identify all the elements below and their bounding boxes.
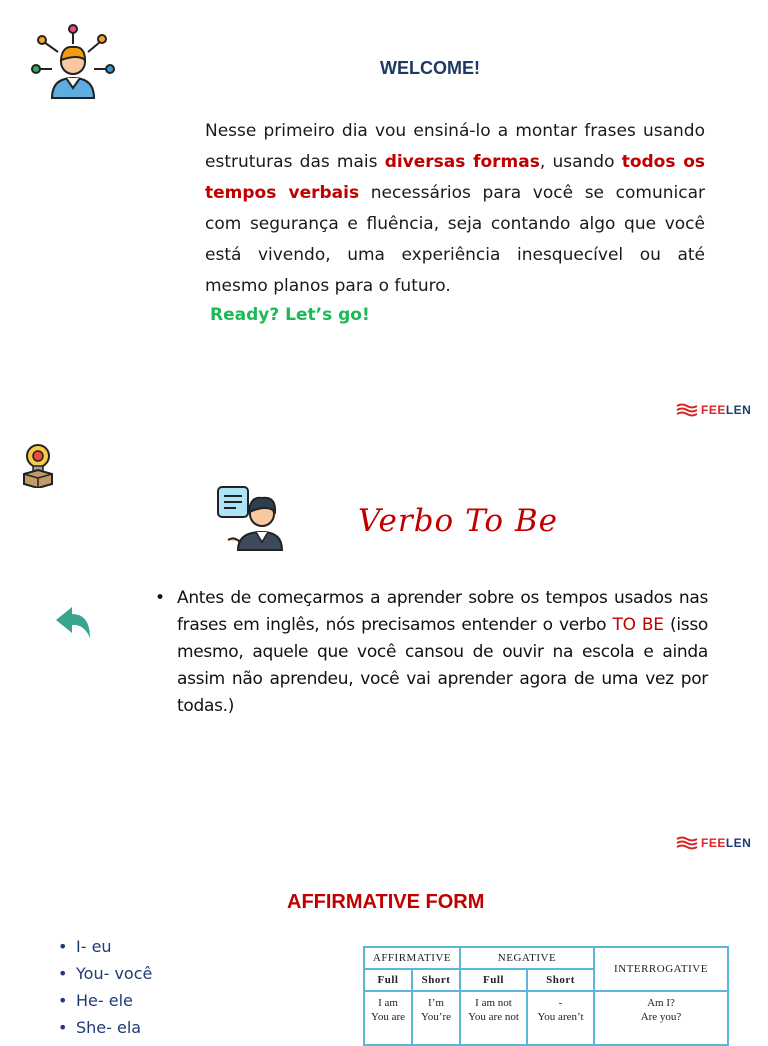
- to-be-table: [363, 946, 729, 1046]
- brand-part2: LEN: [725, 836, 752, 850]
- verbo-to-be-title: Verbo To Be: [358, 503, 558, 539]
- pronoun-list: [58, 933, 152, 1041]
- businessman-chat-icon: [216, 484, 284, 552]
- wave-logo-icon: [676, 836, 698, 850]
- list-item: • You- você: [58, 960, 152, 987]
- list-item: • He- ele: [58, 987, 152, 1014]
- cell-aff-short: I’m You’re: [412, 991, 460, 1045]
- header-negative: NEGATIVE: [460, 947, 594, 969]
- brand-part2: LEN: [725, 403, 752, 417]
- header-interrogative: INTERROGATIVE: [594, 947, 728, 991]
- highlight-to-be: TO BE: [612, 615, 664, 635]
- highlight-tempos-verbais: todos os tempos verbais: [205, 152, 705, 203]
- cell-aff-full: I am You are: [364, 991, 412, 1045]
- list-item: • She- ela: [58, 1014, 152, 1041]
- back-arrow-icon[interactable]: [54, 603, 94, 641]
- header-affirmative: AFFIRMATIVE: [364, 947, 460, 969]
- list-item: • I- eu: [58, 933, 152, 960]
- subheader-full: Full: [460, 969, 527, 991]
- brand-logo-2: [676, 836, 751, 850]
- affirmative-form-title: AFFIRMATIVE FORM: [287, 891, 485, 913]
- brand-part1: FEE: [701, 403, 726, 417]
- lightbulb-box-icon: [20, 442, 56, 488]
- subheader-short: Short: [412, 969, 460, 991]
- cell-interrogative: Am I? Are you?: [594, 991, 728, 1045]
- highlight-diversas-formas: diversas formas: [384, 152, 540, 172]
- wave-logo-icon: [676, 403, 698, 417]
- cell-neg-full: I am not You are not: [460, 991, 527, 1045]
- subheader-full: Full: [364, 969, 412, 991]
- cell-neg-short: - You aren’t: [527, 991, 594, 1045]
- welcome-title: WELCOME!: [380, 58, 480, 78]
- to-be-bullet: • Antes de começarmos a aprender sobre os tempos usados nas frases em inglês, nós precisamos entender o verbo TO BE (isso mesmo, aquele que você cansou de ouvir na escola e ainda assim não aprendeu, você vai aprender agora de uma vez por todas.): [155, 588, 708, 716]
- intro-paragraph: Nesse primeiro dia vou ensiná-lo a montar frases usando estruturas das mais diversas formas, usando todos os tempos verbais necessários para você se comunicar com segurança e fluência, seja contando algo que você está vivendo, uma experiência inesquecível ou até mesmo planos para o futuro.: [205, 121, 705, 296]
- ready-cta: Ready? Let’s go!: [210, 305, 370, 325]
- table-row: [364, 991, 728, 1045]
- brand-logo: [676, 403, 751, 417]
- subheader-short: Short: [527, 969, 594, 991]
- brand-part1: FEE: [701, 836, 726, 850]
